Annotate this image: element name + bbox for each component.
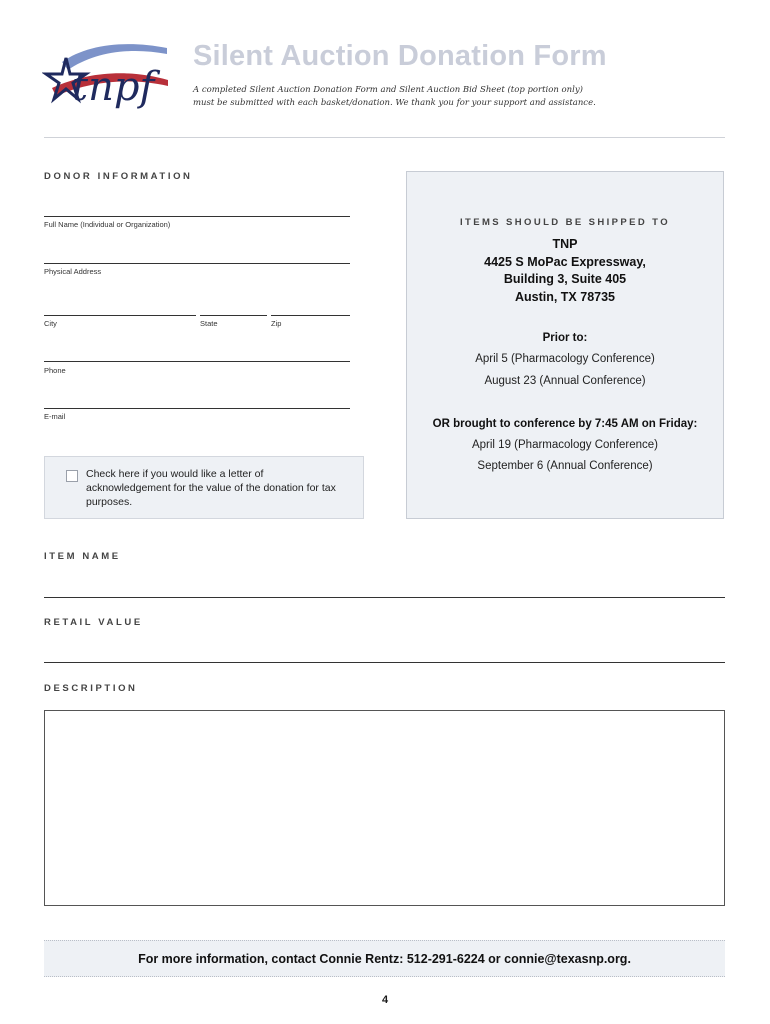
item-name-heading: ITEM NAME xyxy=(44,551,121,562)
header-divider xyxy=(44,137,725,138)
city-label: City xyxy=(44,319,57,328)
zip-field[interactable] xyxy=(271,315,350,316)
subtitle-line-2: must be submitted with each basket/donation. We thank you for your support and assistance. xyxy=(193,98,596,108)
or-brought-heading: OR brought to conference by 7:45 AM on Friday: xyxy=(432,418,698,430)
email-field[interactable] xyxy=(44,408,350,409)
item-name-field[interactable] xyxy=(44,597,725,598)
shipping-heading: ITEMS SHOULD BE SHIPPED TO xyxy=(459,217,671,228)
state-field[interactable] xyxy=(200,315,267,316)
contact-text: For more information, contact Connie Rentz: 512-291-6224 or connie@texasnp.org. xyxy=(138,951,631,966)
page-subtitle xyxy=(193,84,613,110)
contact-banner xyxy=(44,940,725,977)
prior-date: August 23 (Annual Conference) xyxy=(484,375,646,387)
friday-date: September 6 (Annual Conference) xyxy=(477,460,653,472)
shipping-address xyxy=(406,236,724,306)
acknowledgement-label: Check here if you would like a letter of acknowledgement for the value of the donation for tax purposes. xyxy=(86,468,336,508)
address-label: Physical Address xyxy=(44,267,102,276)
prior-date: April 5 (Pharmacology Conference) xyxy=(475,353,655,365)
state-label: State xyxy=(200,319,218,328)
page-title: Silent Auction Donation Form xyxy=(193,40,607,72)
zip-label: Zip xyxy=(271,319,282,328)
retail-value-heading: RETAIL VALUE xyxy=(44,617,143,628)
phone-field[interactable] xyxy=(44,361,350,362)
address-line: Building 3, Suite 405 xyxy=(503,272,627,286)
address-field[interactable] xyxy=(44,263,350,264)
phone-label: Phone xyxy=(44,366,66,375)
page-number: 4 xyxy=(381,994,389,1006)
full-name-field[interactable] xyxy=(44,216,350,217)
city-field[interactable] xyxy=(44,315,196,316)
subtitle-line-1: A completed Silent Auction Donation Form and Silent Auction Bid Sheet (top portion only) xyxy=(193,85,583,95)
full-name-label: Full Name (Individual or Organization) xyxy=(44,220,171,229)
tnpf-logo xyxy=(42,40,170,120)
email-label: E-mail xyxy=(44,412,66,421)
logo-graphic xyxy=(42,40,170,120)
retail-value-field[interactable] xyxy=(44,662,725,663)
svg-text:tnpf: tnpf xyxy=(72,64,155,110)
address-line: Austin, TX 78735 xyxy=(514,289,616,304)
donor-section-heading: DONOR INFORMATION xyxy=(44,171,193,182)
description-field[interactable] xyxy=(44,710,725,906)
address-line: 4425 S MoPac Expressway, xyxy=(484,254,646,269)
prior-to-heading: Prior to: xyxy=(542,332,588,344)
friday-date: April 19 (Pharmacology Conference) xyxy=(471,439,658,451)
acknowledgement-checkbox[interactable] xyxy=(66,470,78,482)
address-line: TNP xyxy=(552,237,578,251)
description-heading: DESCRIPTION xyxy=(44,683,138,694)
